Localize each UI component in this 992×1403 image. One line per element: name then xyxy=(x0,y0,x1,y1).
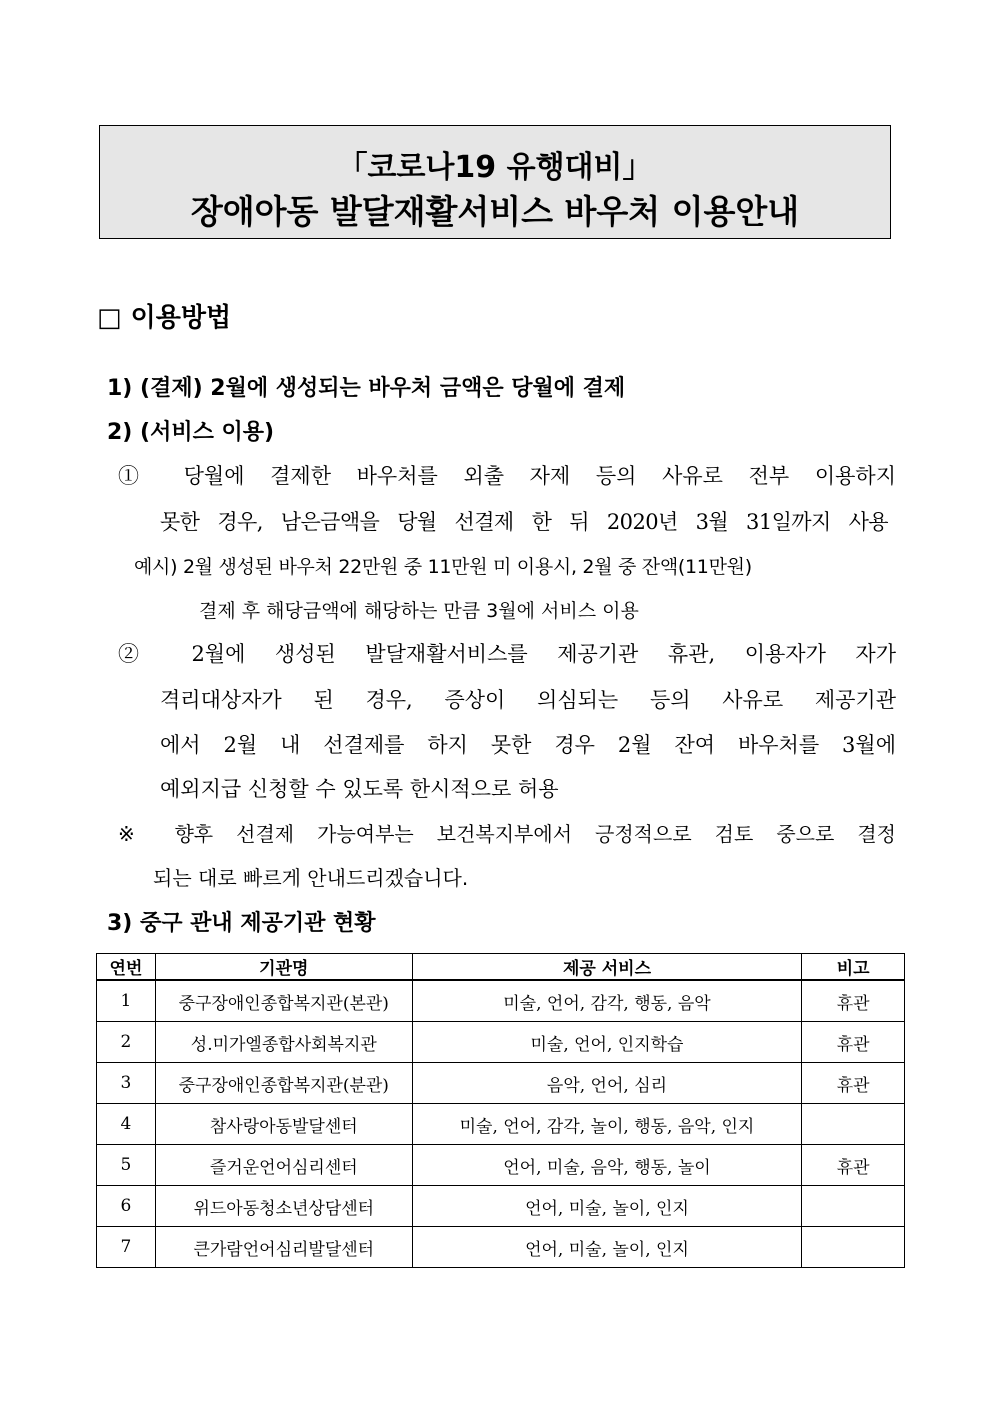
note-line-1: ※ 향후 선결제 가능여부는 보건복지부에서 긍정적으로 검토 중으로 결정 xyxy=(118,822,896,846)
cell-services: 미술, 언어, 감각, 놀이, 행동, 음악, 인지 xyxy=(412,1104,802,1145)
cell-remarks xyxy=(802,1227,905,1268)
cell-services: 미술, 언어, 인지학습 xyxy=(412,1022,802,1063)
cell-institution: 중구장애인종합복지관(분관) xyxy=(155,1063,412,1104)
table-row xyxy=(97,1022,905,1063)
header-services: 제공 서비스 xyxy=(412,954,802,981)
item-2-heading: 2) (서비스 이용) xyxy=(107,420,275,445)
paragraph-1-line-1: ① 당월에 결제한 바우처를 외출 자제 등의 사유로 전부 이용하지 xyxy=(118,464,896,488)
table-row xyxy=(97,1145,905,1186)
cell-institution: 참사랑아동발달센터 xyxy=(155,1104,412,1145)
cell-institution: 중구장애인종합복지관(본관) xyxy=(155,980,412,1022)
cell-services: 음악, 언어, 심리 xyxy=(412,1063,802,1104)
cell-services: 언어, 미술, 음악, 행동, 놀이 xyxy=(412,1145,802,1186)
cell-services: 언어, 미술, 놀이, 인지 xyxy=(412,1186,802,1227)
cell-number: 6 xyxy=(97,1186,156,1227)
title-line-2: 장애아동 발달재활서비스 바우처 이용안내 xyxy=(190,192,800,231)
cell-number: 2 xyxy=(97,1022,156,1063)
cell-services: 미술, 언어, 감각, 행동, 음악 xyxy=(412,980,802,1022)
cell-services: 언어, 미술, 놀이, 인지 xyxy=(412,1227,802,1268)
cell-number: 7 xyxy=(97,1227,156,1268)
title-line-1: 「코로나19 유행대비」 xyxy=(337,150,653,185)
example-line-1: 예시) 2월 생성된 바우처 22만원 중 11만원 미 이용시, 2월 중 잔액(11만원) xyxy=(134,556,752,578)
cell-institution: 위드아동청소년상담센터 xyxy=(155,1186,412,1227)
section-heading: □ 이용방법 xyxy=(97,303,232,333)
table-row xyxy=(97,1227,905,1268)
table-header-row xyxy=(97,954,905,981)
cell-remarks: 휴관 xyxy=(802,1022,905,1063)
table-row xyxy=(97,980,905,1022)
item-3-heading: 3) 중구 관내 제공기관 현황 xyxy=(107,911,376,936)
cell-remarks xyxy=(802,1186,905,1227)
cell-institution: 큰가람언어심리발달센터 xyxy=(155,1227,412,1268)
example-line-2: 결제 후 해당금액에 해당하는 만큼 3월에 서비스 이용 xyxy=(199,600,639,622)
cell-number: 3 xyxy=(97,1063,156,1104)
cell-remarks xyxy=(802,1104,905,1145)
cell-remarks: 휴관 xyxy=(802,1063,905,1104)
cell-number: 4 xyxy=(97,1104,156,1145)
paragraph-1-line-2: 못한 경우, 남은금액을 당월 선결제 한 뒤 2020년 3월 31일까지 사용 xyxy=(160,510,888,534)
facilities-table xyxy=(96,953,905,1268)
cell-number: 5 xyxy=(97,1145,156,1186)
cell-institution: 성.미가엘종합사회복지관 xyxy=(155,1022,412,1063)
title-box xyxy=(99,125,891,239)
paragraph-2-line-3: 에서 2월 내 선결제를 하지 못한 경우 2월 잔여 바우처를 3월에 xyxy=(160,733,896,757)
table-row xyxy=(97,1104,905,1145)
header-institution: 기관명 xyxy=(155,954,412,981)
paragraph-2-line-2: 격리대상자가 된 경우, 증상이 의심되는 등의 사유로 제공기관 xyxy=(160,688,896,712)
item-1-heading: 1) (결제) 2월에 생성되는 바우처 금액은 당월에 결제 xyxy=(107,376,626,401)
cell-remarks: 휴관 xyxy=(802,1145,905,1186)
header-number: 연번 xyxy=(97,954,156,981)
header-remarks: 비고 xyxy=(802,954,905,981)
note-line-2: 되는 대로 빠르게 안내드리겠습니다. xyxy=(153,866,469,890)
table-row xyxy=(97,1186,905,1227)
paragraph-2-line-4: 예외지급 신청할 수 있도록 한시적으로 허용 xyxy=(160,777,559,801)
cell-remarks: 휴관 xyxy=(802,980,905,1022)
cell-institution: 즐거운언어심리센터 xyxy=(155,1145,412,1186)
paragraph-2-line-1: ② 2월에 생성된 발달재활서비스를 제공기관 휴관, 이용자가 자가 xyxy=(118,642,896,666)
cell-number: 1 xyxy=(97,980,156,1022)
table-row xyxy=(97,1063,905,1104)
